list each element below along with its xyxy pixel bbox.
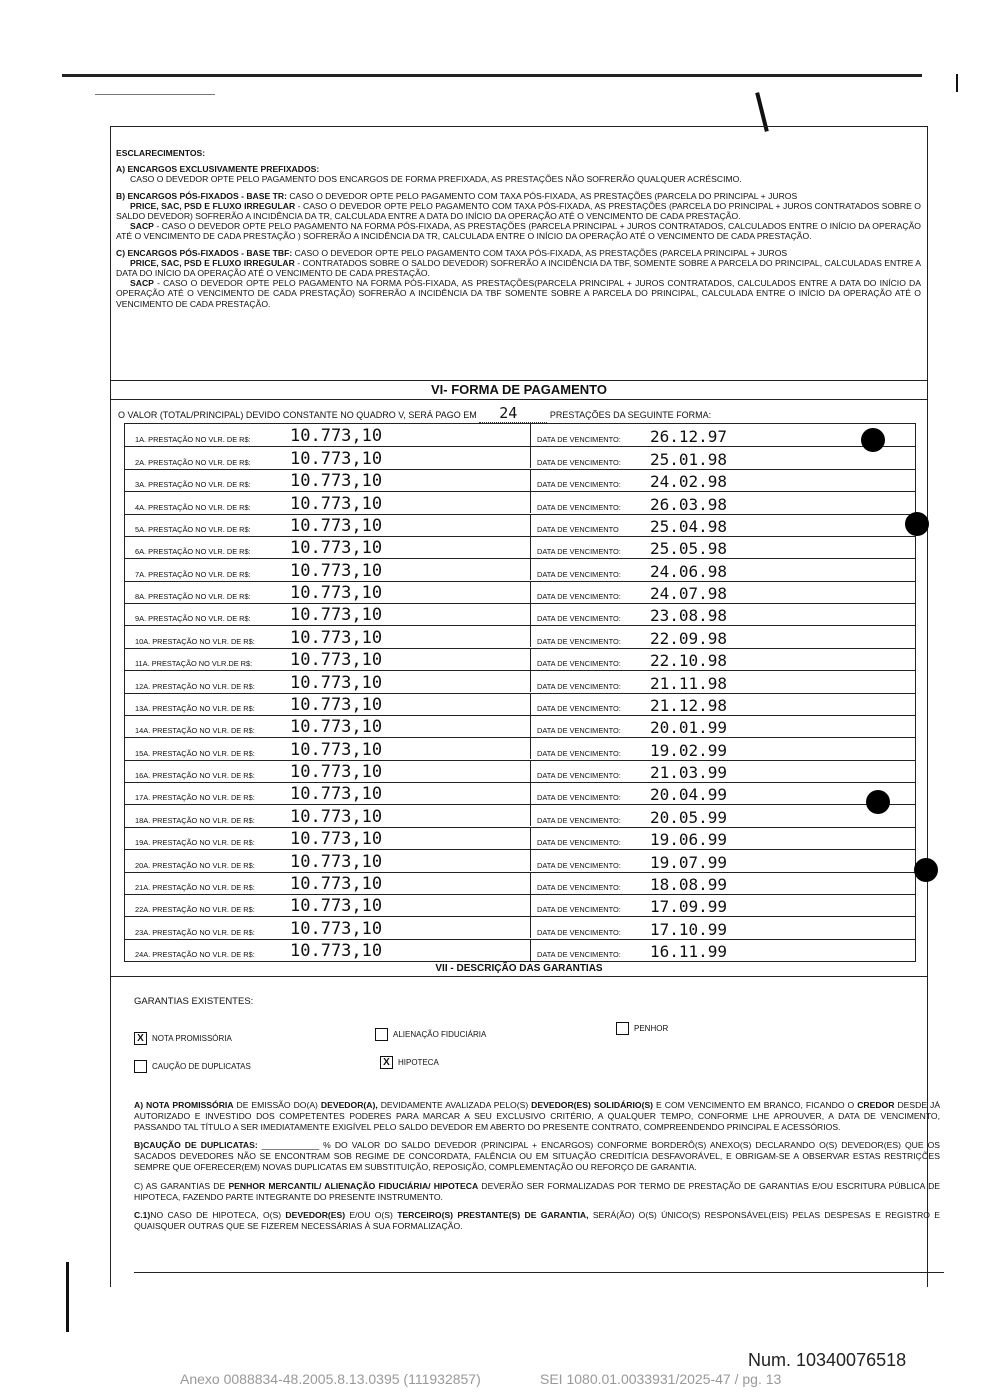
due-date-label: DATA DE VENCIMENTO: — [537, 771, 621, 780]
installment-value: 10.773,10 — [290, 918, 383, 939]
clause-a-title: A) NOTA PROMISSÓRIA — [134, 1100, 234, 1110]
installment-row — [125, 648, 915, 671]
installment-value: 10.773,10 — [290, 806, 383, 827]
due-date-label: DATA DE VENCIMENTO: — [537, 614, 621, 624]
clause-b — [116, 191, 921, 242]
installment-value: 10.773,10 — [290, 896, 383, 917]
column-divider — [530, 715, 531, 737]
column-divider — [530, 469, 531, 491]
installment-label: 14A. PRESTAÇÃO NO VLR. DE R$: — [135, 726, 255, 736]
installment-value: 10.773,10 — [290, 873, 383, 894]
installment-label: 12A. PRESTAÇÃO NO VLR. DE R$: — [135, 681, 255, 691]
due-date-value: 25.01.98 — [650, 449, 728, 469]
esclarecimentos-block — [116, 148, 921, 315]
installment-row — [125, 782, 915, 805]
due-date-label: DATA DE VENCIMENTO: — [537, 480, 621, 490]
installment-label: 3A. PRESTAÇÃO NO VLR. DE R$: — [135, 480, 251, 490]
clause-b-sub2: SACP — [130, 221, 154, 232]
due-date-label: DATA DE VENCIMENTO: — [537, 860, 621, 870]
installment-row — [125, 603, 915, 626]
installment-row — [125, 737, 915, 760]
section-vi-title: VI- FORMA DE PAGAMENTO — [110, 380, 928, 400]
clause-b-text3: - CASO O DEVEDOR OPTE PELO PAGAMENTO NA FORMA PÓS-FIXADA, AS PRESTAÇÕES (PARCELA PRINCIPAL + JUROS CONTRATADOS, CALCULADOS ENTRE O INÍCIO DA OPERAÇÃO ATÉ O VENCIMENTO DE CADA PRESTAÇÃO ) SOFRERÃO A INCIDÊNCIA DA TR, CALCULADA ENTRE O INÍCIO DA OPERAÇÃO ATÉ O VENCIMENTO DE CADA PRESTAÇÃO. — [116, 221, 921, 242]
installment-value: 10.773,10 — [290, 739, 383, 760]
installment-label: 20A. PRESTAÇÃO NO VLR. DE R$: — [135, 860, 255, 870]
installment-label: 9A. PRESTAÇÃO NO VLR. DE R$: — [135, 614, 251, 624]
installment-label: 24A. PRESTAÇÃO NO VLR. DE R$: — [135, 950, 255, 959]
sei-watermark: SEI 1080.01.0033931/2025-47 / pg. 13 — [540, 1371, 782, 1387]
clause-c-title: C) ENCARGOS PÓS-FIXADOS - BASE TBF: — [116, 247, 293, 258]
due-date-label: DATA DE VENCIMENTO: — [537, 815, 621, 825]
installment-value: 10.773,10 — [290, 762, 383, 782]
due-date-value: 21.12.98 — [650, 695, 728, 715]
column-divider — [530, 782, 531, 804]
bottom-rule — [134, 1272, 944, 1273]
installment-row — [125, 760, 915, 783]
column-divider — [530, 737, 531, 759]
clause-b-text1: CASO O DEVEDOR OPTE PELO PAGAMENTO COM TAXA PÓS-FIXADA, AS PRESTAÇÕES (PARCELA DO PRINCIPAL + JUROS — [289, 190, 798, 201]
installment-label: 11A. PRESTAÇÃO NO VLR.DE R$: — [135, 659, 253, 669]
installment-label: 17A. PRESTAÇÃO NO VLR. DE R$: — [135, 793, 255, 803]
installment-label: 5A. PRESTAÇÃO NO VLR. DE R$: — [135, 524, 251, 534]
due-date-label: DATA DE VENCIMENTO: — [537, 457, 621, 467]
due-date-value: 19.07.99 — [650, 852, 728, 872]
due-date-value: 19.06.99 — [650, 830, 728, 850]
installment-row — [125, 446, 915, 469]
installment-value: 10.773,10 — [290, 605, 383, 626]
punch-hole-mark — [914, 858, 938, 882]
installment-value: 10.773,10 — [290, 784, 383, 805]
left-scan-bar — [66, 1262, 69, 1332]
clause-c1-text2: E/OU O(S) — [349, 1210, 393, 1221]
clause-formalizacao — [134, 1181, 940, 1203]
caucao-duplicatas-checkbox[interactable] — [134, 1060, 251, 1073]
column-divider — [530, 424, 531, 446]
punch-hole-mark — [866, 790, 890, 814]
num-prestacoes-field: 24 — [479, 404, 547, 423]
column-divider — [530, 514, 531, 536]
due-date-value: 17.10.99 — [650, 919, 728, 939]
installment-value: 10.773,10 — [290, 515, 383, 536]
installment-value: 10.773,10 — [290, 672, 383, 693]
clause-c-sub1: PRICE, SAC, PSD E FLUXO IRREGULAR — [130, 257, 295, 268]
garantias-existentes-label: GARANTIAS EXISTENTES: — [134, 996, 254, 1007]
due-date-label: DATA DE VENCIMENTO: — [537, 748, 621, 758]
due-date-label: DATA DE VENCIMENTO: — [537, 659, 621, 669]
installment-row — [125, 558, 915, 581]
installment-value: 10.773,10 — [290, 583, 383, 603]
installment-label: 4A. PRESTAÇÃO NO VLR. DE R$: — [135, 502, 251, 512]
due-date-value: 21.03.99 — [650, 763, 728, 782]
clause-a-credor: CREDOR — [857, 1100, 895, 1110]
clause-a-solidario: DEVEDOR(ES) SOLIDÁRIO(S) — [531, 1100, 654, 1110]
column-divider — [530, 804, 531, 826]
installment-row — [125, 715, 915, 738]
installment-row — [125, 827, 915, 850]
valor-suffix: PRESTAÇÕES DA SEGUINTE FORMA: — [549, 410, 712, 420]
installment-label: 7A. PRESTAÇÃO NO VLR. DE R$: — [135, 569, 251, 579]
clause-c-text2: DEVERÃO SER FORMALIZADAS POR TERMO DE PRESTAÇÃO DE GARANTIAS E/OU ESCRITURA PÚBLICA DE HIPOTECA, FAZENDO PARTE INTEGRANTE DO PRESENTE INSTRUMENTO. — [134, 1180, 941, 1202]
clause-c-sub2: SACP — [130, 278, 154, 289]
column-divider — [530, 446, 531, 468]
due-date-value: 21.11.98 — [650, 673, 728, 693]
due-date-label: DATA DE VENCIMENTO: — [537, 435, 621, 445]
clause-b-text2: - CASO O DEVEDOR OPTE PELO PAGAMENTO COM TAXA PÓS-FIXADA, AS PRESTAÇÕES (PARCELA DO PRINCIPAL + JUROS CONTRATADOS SOBRE O SALDO DEVEDOR) SOFRERÃO A INCIDÊNCIA DA TR, CALCULADA ENTRE A DATA DO INÍCIO DA OPERAÇÃO ATÉ O VENCIMENTO DE CADA PRESTAÇÃO. — [116, 200, 921, 222]
installment-row — [125, 469, 915, 492]
due-date-value: 17.09.99 — [650, 897, 728, 917]
due-date-label: DATA DE VENCIMENTO: — [537, 547, 621, 557]
clause-c-text2: - CONTRATADOS SOBRE O SALDO DEVEDOR) SOFRERÃO A INCIDÊNCIA DA TBF, SOMENTE SOBRE A PARCELA DO PRINCIPAL, CALCULADAS ENTRE A DATA DO INÍCIO DA OPERAÇÃO ATÉ O VENCIMENTO DE CADA PRESTAÇÃO. — [116, 257, 922, 279]
installment-value: 10.773,10 — [290, 448, 383, 469]
column-divider — [530, 603, 531, 625]
top-scan-line — [62, 74, 922, 77]
installment-label: 16A. PRESTAÇÃO NO VLR. DE R$: — [135, 771, 255, 780]
clause-a — [116, 164, 921, 184]
clause-c1-devedor: DEVEDOR(ES) — [285, 1210, 346, 1221]
installment-label: 22A. PRESTAÇÃO NO VLR. DE R$: — [135, 905, 255, 915]
alienacao-label: ALIENAÇÃO FIDUCIÁRIA — [393, 1030, 487, 1039]
clause-c — [116, 248, 921, 309]
column-divider — [530, 670, 531, 692]
installment-row — [125, 625, 915, 648]
clause-a-text3: E COM VENCIMENTO EM BRANCO, FICANDO O — [656, 1100, 855, 1110]
clause-b-blank: ____________ — [261, 1140, 320, 1151]
column-divider — [530, 648, 531, 670]
installment-value: 10.773,10 — [290, 694, 383, 715]
clause-a-devedor: DEVEDOR(A), — [320, 1100, 378, 1110]
due-date-value: 20.05.99 — [650, 807, 728, 827]
installment-label: 8A. PRESTAÇÃO NO VLR. DE R$: — [135, 592, 251, 601]
valor-prefix: O VALOR (TOTAL/PRINCIPAL) DEVIDO CONSTANTE NO QUADRO V, SERÁ PAGO EM — [118, 410, 477, 420]
due-date-value: 25.04.98 — [650, 516, 728, 536]
column-divider — [530, 827, 531, 849]
due-date-label: DATA DE VENCIMENTO: — [537, 838, 621, 848]
due-date-label: DATA DE VENCIMENTO: — [537, 703, 621, 713]
nota-promissoria-label: NOTA PROMISSÓRIA — [152, 1034, 232, 1043]
installment-value: 10.773,10 — [290, 829, 383, 850]
clause-b-title: B)CAUÇÃO DE DUPLICATAS: — [134, 1140, 258, 1151]
checkbox-checked: X — [380, 1056, 393, 1069]
penhor-label: PENHOR — [634, 1024, 669, 1033]
clause-b-sub1: PRICE, SAC, PSD E FLUXO IRREGULAR — [130, 200, 296, 211]
hipoteca-label: HIPOTECA — [398, 1058, 439, 1067]
due-date-label: DATA DE VENCIMENTO: — [537, 502, 621, 512]
column-divider — [530, 849, 531, 871]
section-vii-title: VII - DESCRIÇÃO DAS GARANTIAS — [110, 962, 928, 977]
clause-c1-title: C.1) — [134, 1210, 151, 1221]
installment-row — [125, 804, 915, 827]
due-date-label: DATA DE VENCIMENTO: — [537, 726, 621, 736]
due-date-label: DATA DE VENCIMENTO: — [537, 793, 621, 803]
column-divider — [530, 872, 531, 894]
clause-a-text4: DESDE JÁ AUTORIZADO E INVESTIDO DOS COMPETENTES PODERES PARA MARCAR A SEU EXCLUSIVO CRITÉRIO, A QUALQUER TEMPO, CONFORME LHE APROUVER, A DATA DE VENCIMENTO, PASSANDO TAL TÍTULO A SER IMEDIATAMENTE EXIGÍVEL PELO SALDO DEVEDOR EM ABERTO DO PRESENTE CONTRATO, COMPREENDENDO PRINCIPAL E ACESSÓRIOS. — [134, 1100, 941, 1132]
clause-c1 — [134, 1210, 940, 1232]
installment-row — [125, 894, 915, 917]
installment-value: 10.773,10 — [290, 471, 383, 492]
anexo-watermark: Anexo 0088834-48.2005.8.13.0395 (111932857) — [180, 1371, 481, 1387]
punch-hole-mark — [861, 428, 885, 452]
due-date-label: DATA DE VENCIMENTO: — [537, 636, 621, 646]
alienacao-fiduciaria-checkbox[interactable] — [375, 1028, 486, 1041]
due-date-label: DATA DE VENCIMENTO: — [537, 681, 621, 691]
due-date-value: 26.12.97 — [650, 427, 728, 447]
due-date-value: 20.04.99 — [650, 785, 728, 805]
clause-c1-text1: NO CASO DE HIPOTECA, O(S) — [150, 1210, 282, 1221]
penhor-checkbox[interactable] — [616, 1022, 668, 1035]
installment-value: 10.773,10 — [290, 650, 383, 671]
clause-c-bold: PENHOR MERCANTIL/ ALIENAÇÃO FIDUCIÁRIA/ HIPOTECA — [228, 1180, 479, 1191]
due-date-value: 22.10.98 — [650, 651, 728, 671]
clause-c1-terceiro: TERCEIRO(S) PRESTANTE(S) DE GARANTIA, — [397, 1210, 589, 1221]
due-date-value: 22.09.98 — [650, 628, 728, 648]
clause-b-title: B) ENCARGOS PÓS-FIXADOS - BASE TR: — [116, 190, 287, 201]
column-divider — [530, 491, 531, 513]
installment-label: 6A. PRESTAÇÃO NO VLR. DE R$: — [135, 547, 251, 557]
due-date-value: 25.05.98 — [650, 539, 728, 559]
hipoteca-checkbox[interactable] — [380, 1056, 439, 1069]
installment-value: 10.773,10 — [290, 493, 383, 514]
valor-line — [118, 404, 908, 422]
installment-label: 23A. PRESTAÇÃO NO VLR. DE R$: — [135, 927, 255, 937]
due-date-label: DATA DE VENCIMENTO — [537, 524, 619, 534]
column-divider — [530, 693, 531, 715]
clause-c-text1: CASO O DEVEDOR OPTE PELO PAGAMENTO COM TAXA PÓS-FIXADA, AS PRESTAÇÕES (PARCELA PRINCIPAL + JUROS — [294, 247, 788, 258]
due-date-value: 23.08.98 — [650, 606, 728, 626]
clause-c-text1: C) AS GARANTIAS DE — [134, 1180, 226, 1191]
checkbox-empty — [375, 1028, 388, 1041]
installment-row — [125, 939, 915, 961]
column-divider — [530, 760, 531, 782]
due-date-label: DATA DE VENCIMENTO: — [537, 905, 621, 915]
installment-label: 10A. PRESTAÇÃO NO VLR. DE R$: — [135, 636, 255, 646]
installment-label: 1A. PRESTAÇÃO NO VLR. DE R$: — [135, 435, 251, 445]
column-divider — [530, 916, 531, 938]
clause-b-text: % DO VALOR DO SALDO DEVEDOR (PRINCIPAL + ENCARGOS) CONFORME BORDERÔ(S) ANEXO(S) DECLARANDO O(S) DEVEDOR(ES) QUE OS SACADOS DEVEDORES NÃO SE ENCONTRAM SOB REGIME DE CONCORDATA, FALÊNCIA OU EM SITUAÇÃO CREDITÍCIA DESFAVORÁVEL, E OBRIGAM-SE A OBSERVAR ESTAS RESTRIÇÕES SEMPRE QUE OFERECER(EM) NOVAS DUPLICATAS EM SUBSTITUIÇÃO, REPOSIÇÃO, COMPLEMENTAÇÃO OU REFORÇO DE GARANTIA. — [134, 1140, 941, 1172]
installment-row — [125, 491, 915, 514]
installment-label: 15A. PRESTAÇÃO NO VLR. DE R$: — [135, 748, 255, 758]
column-divider — [530, 625, 531, 647]
column-divider — [530, 939, 531, 961]
installment-value: 10.773,10 — [290, 717, 383, 738]
top-scan-line-2 — [95, 94, 215, 95]
due-date-label: DATA DE VENCIMENTO: — [537, 592, 621, 601]
column-divider — [530, 536, 531, 558]
esclarecimentos-title: ESCLARECIMENTOS: — [116, 148, 206, 158]
installment-row — [125, 693, 915, 716]
checkbox-empty — [616, 1022, 629, 1035]
clause-c-text3: - CASO O DEVEDOR OPTE PELO PAGAMENTO NA FORMA PÓS-FIXADA, AS PRESTAÇÕES(PARCELA PRINCIPAL + JUROS CONTRATADOS, CALCULADOS ENTRE A DATA DO INÍCIO DA OPERAÇÃO ATÉ O VENCIMENTO DE CADA PRESTAÇÃO) SOFRERÃO A INCIDÊNCIA DA TBF SOMENTE SOBRE A PARCELA DO PRINCIPAL, CALCULADA ENTRE O INÍCIO DA OPERAÇÃO ATÉ O VENCIMENTO DE CADA PRESTAÇÃO. — [116, 278, 921, 309]
right-scan-mark — [956, 74, 958, 92]
due-date-value: 26.03.98 — [650, 494, 728, 514]
installment-label: 19A. PRESTAÇÃO NO VLR. DE R$: — [135, 838, 255, 848]
clause-a-text1: DE EMISSÃO DO(A) — [236, 1100, 318, 1110]
due-date-value: 20.01.99 — [650, 718, 728, 738]
due-date-value: 24.06.98 — [650, 561, 728, 581]
installment-row — [125, 872, 915, 895]
column-divider — [530, 581, 531, 603]
nota-promissoria-checkbox[interactable] — [134, 1032, 232, 1045]
installments-table — [124, 423, 916, 962]
installment-label: 2A. PRESTAÇÃO NO VLR. DE R$: — [135, 457, 251, 467]
clause-a-title: A) ENCARGOS EXCLUSIVAMENTE PREFIXADOS: — [116, 164, 320, 175]
installment-row — [125, 514, 915, 537]
installment-row — [125, 536, 915, 559]
installment-value: 10.773,10 — [290, 941, 383, 961]
due-date-value: 16.11.99 — [650, 942, 728, 961]
column-divider — [530, 894, 531, 916]
due-date-label: DATA DE VENCIMENTO: — [537, 569, 621, 579]
installment-label: 21A. PRESTAÇÃO NO VLR. DE R$: — [135, 882, 255, 892]
checkbox-empty — [134, 1060, 147, 1073]
clause-c1-text3: SERÁ(ÃO) O(S) ÚNICO(S) RESPONSÁVEL(EIS) PELAS DESPESAS E REGISTRO E QUAISQUER OUTRAS QUE SE FIZEREM NECESSÁRIAS À SUA FORMALIZAÇÃO. — [134, 1210, 941, 1232]
due-date-label: DATA DE VENCIMENTO: — [537, 950, 621, 959]
document-number: Num. 10340076518 — [748, 1350, 907, 1370]
clause-nota-promissoria — [134, 1100, 940, 1132]
punch-hole-mark — [905, 512, 929, 536]
due-date-value: 24.07.98 — [650, 584, 728, 603]
clause-a-text2: DEVIDAMENTE AVALIZADA PELO(S) — [380, 1100, 529, 1110]
column-divider — [530, 558, 531, 580]
clause-a-text: CASO O DEVEDOR OPTE PELO PAGAMENTO DOS ENCARGOS DE FORMA PREFIXADA, AS PRESTAÇÕES NÃO SOFRERÃO QUALQUER ACRÉSCIMO. — [130, 174, 742, 185]
installment-label: 13A. PRESTAÇÃO NO VLR. DE R$: — [135, 703, 255, 713]
installment-value: 10.773,10 — [290, 851, 383, 872]
installment-label: 18A. PRESTAÇÃO NO VLR. DE R$: — [135, 815, 255, 825]
clause-caucao — [134, 1140, 940, 1172]
installment-row — [125, 424, 915, 447]
installment-row — [125, 849, 915, 872]
installment-value: 10.773,10 — [290, 426, 383, 447]
installment-value: 10.773,10 — [290, 538, 383, 559]
due-date-label: DATA DE VENCIMENTO: — [537, 927, 621, 937]
due-date-value: 18.08.99 — [650, 874, 728, 894]
due-date-label: DATA DE VENCIMENTO: — [537, 882, 621, 892]
garantias-clauses — [134, 1100, 940, 1240]
checkbox-checked: X — [134, 1032, 147, 1045]
installment-value: 10.773,10 — [290, 627, 383, 648]
due-date-value: 24.02.98 — [650, 472, 728, 492]
caucao-label: CAUÇÃO DE DUPLICATAS — [152, 1062, 251, 1071]
installment-value: 10.773,10 — [290, 560, 383, 581]
installment-row — [125, 581, 915, 604]
installment-row — [125, 670, 915, 693]
due-date-value: 19.02.99 — [650, 740, 728, 760]
installment-row — [125, 916, 915, 939]
